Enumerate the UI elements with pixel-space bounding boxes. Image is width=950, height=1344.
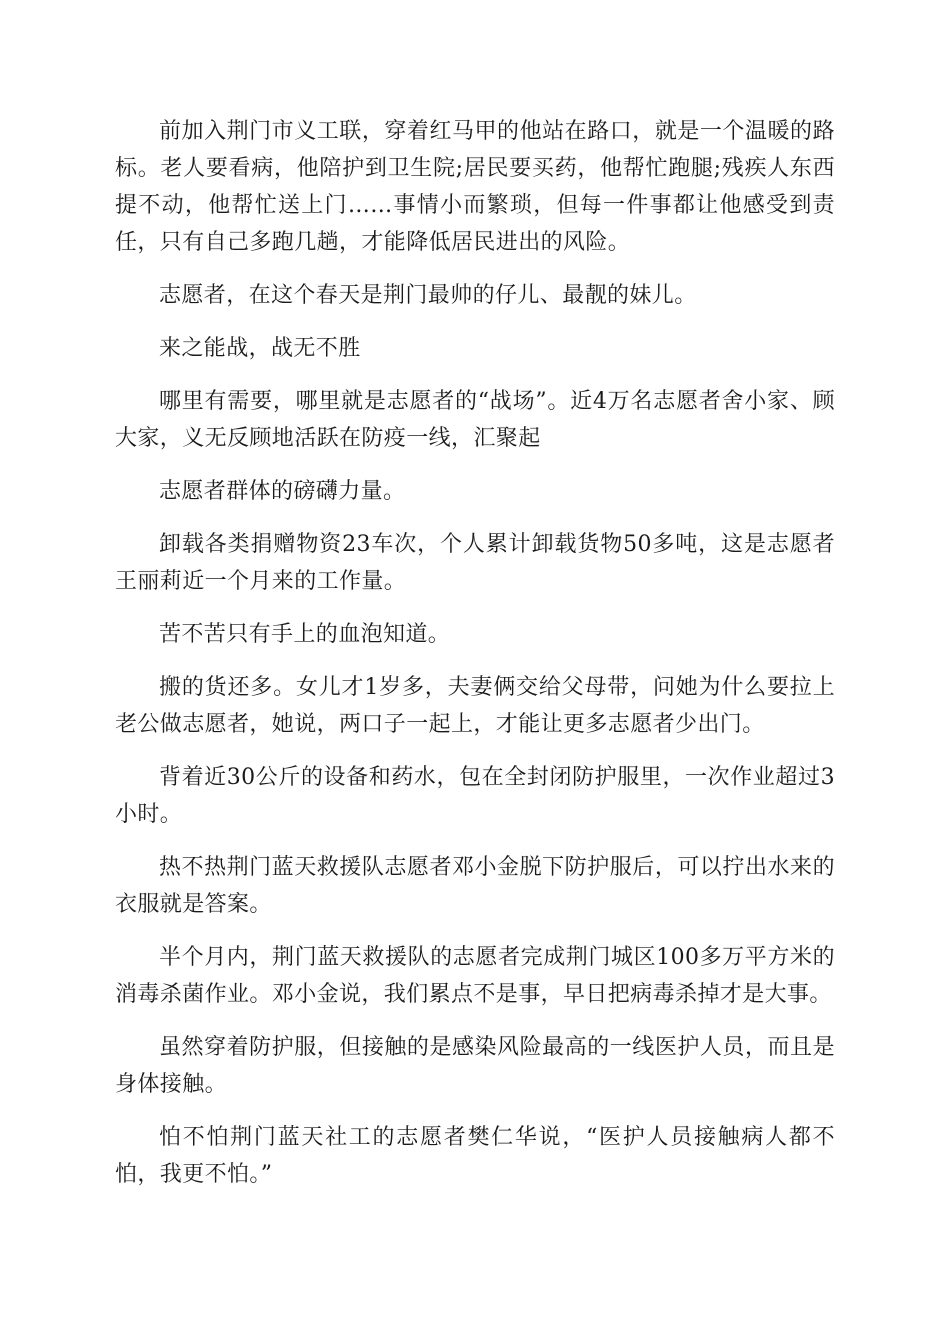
paragraph-most-handsome: 志愿者，在这个春天是荆门最帅的仔儿、最靓的妹儿。 — [159, 283, 697, 308]
section-heading-ready-to-fight: 来之能战，战无不胜 — [159, 336, 361, 361]
paragraph-battlefield: 哪里有需要，哪里就是志愿者的“战场”。近4万名志愿者舍小家、顾大家，义无反顾地活跃在防疫一线，汇聚起 — [115, 389, 835, 451]
paragraph-equipment-weight: 背着近30公斤的设备和药水，包在全封闭防护服里，一次作业超过3小时。 — [115, 765, 835, 827]
document-body — [115, 113, 835, 1209]
paragraph-volunteer-roadsign: 前加入荆门市义工联，穿着红马甲的他站在路口，就是一个温暖的路标。老人要看病，他陪护到卫生院;居民要买药，他帮忙跑腿;残疾人东西提不动，他帮忙送上门……事情小而繁琐，但每一件事都让他感受到责任，只有自己多跑几趟，才能降低居民进出的风险。 — [115, 119, 835, 255]
paragraph-body-contact: 虽然穿着防护服，但接触的是感染风险最高的一线医护人员，而且是身体接触。 — [115, 1035, 835, 1097]
paragraph-collective-strength: 志愿者群体的磅礴力量。 — [159, 479, 406, 504]
paragraph-not-afraid: 怕不怕荆门蓝天社工的志愿者樊仁华说，“医护人员接触病人都不怕，我更不怕。” — [115, 1125, 835, 1187]
paragraph-unloading-supplies: 卸载各类捐赠物资23车次，个人累计卸载货物50多吨，这是志愿者王丽莉近一个月来的工作量。 — [115, 532, 835, 594]
paragraph-blisters: 苦不苦只有手上的血泡知道。 — [159, 622, 451, 647]
paragraph-disinfection: 半个月内，荆门蓝天救援队的志愿者完成荆门城区100多万平方米的消毒杀菌作业。邓小金说，我们累点不是事，早日把病毒杀掉才是大事。 — [115, 945, 835, 1007]
paragraph-couple-volunteers: 搬的货还多。女儿才1岁多，夫妻俩交给父母带，问她为什么要拉上老公做志愿者，她说，两口子一起上，才能让更多志愿者少出门。 — [115, 675, 835, 737]
paragraph-sweat-clothes: 热不热荆门蓝天救援队志愿者邓小金脱下防护服后，可以拧出水来的衣服就是答案。 — [115, 855, 835, 917]
